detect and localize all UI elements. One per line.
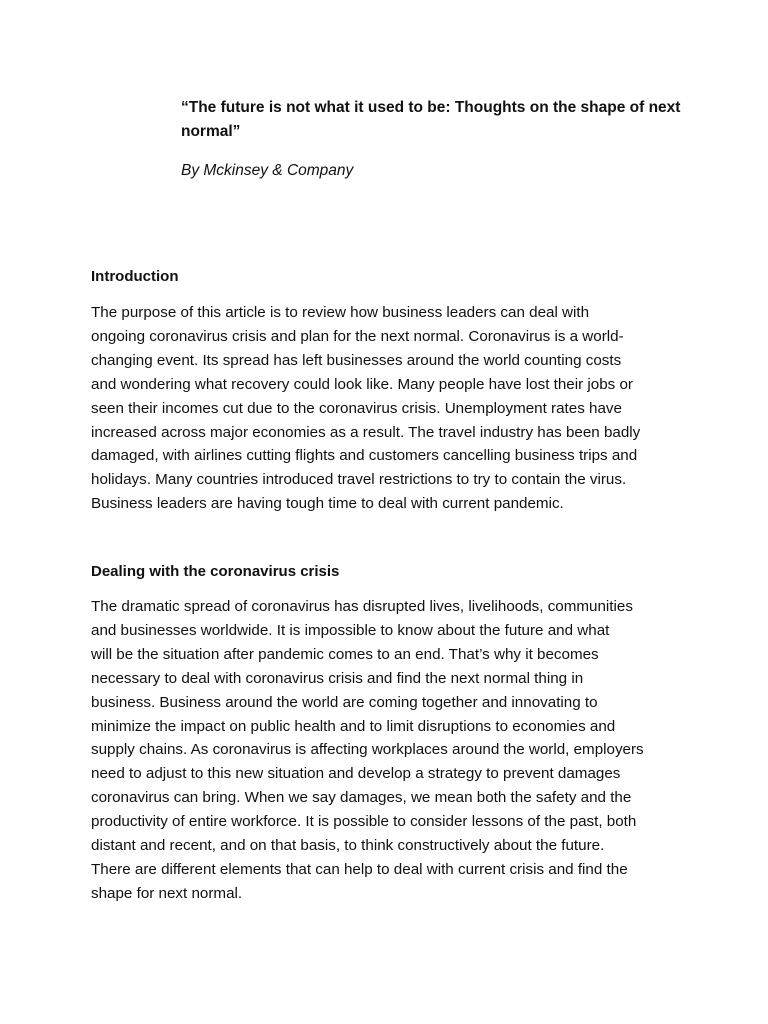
paragraph-line: minimize the impact on public health and to limit disruptions to economies and xyxy=(91,717,616,735)
crisis-paragraph xyxy=(91,595,691,906)
paragraph-line: ongoing coronavirus crisis and plan for the next normal. Coronavirus is a world- xyxy=(91,327,624,345)
paragraph-line: shape for next normal. xyxy=(91,884,243,902)
paragraph-line: The dramatic spread of coronavirus has disrupted lives, livelihoods, communities xyxy=(91,598,633,615)
paragraph-line: business. Business around the world are coming together and innovating to xyxy=(91,693,598,711)
section-heading-introduction: Introduction xyxy=(91,268,179,285)
paragraph-line: productivity of entire workforce. It is possible to consider lessons of the past, both xyxy=(91,813,637,831)
paragraph-line: distant and recent, and on that basis, to think constructively about the future. xyxy=(91,837,605,855)
paragraph-line: will be the situation after pandemic comes to an end. That’s why it becomes xyxy=(91,645,599,663)
document-title xyxy=(181,96,701,144)
paragraph-line: seen their incomes cut due to the coronavirus crisis. Unemployment rates have xyxy=(91,399,622,417)
paragraph-line: increased across major economies as a result. The travel industry has been badly xyxy=(91,423,641,441)
section-heading-dealing-with-crisis: Dealing with the coronavirus crisis xyxy=(91,563,340,580)
paragraph-line: coronavirus can bring. When we say damages, we mean both the safety and the xyxy=(91,789,632,807)
paragraph-line: holidays. Many countries introduced travel restrictions to try to contain the virus. xyxy=(91,471,627,489)
paragraph-line: need to adjust to this new situation and develop a strategy to prevent damages xyxy=(91,765,621,783)
paragraph-line: supply chains. As coronavirus is affecting workplaces around the world, employers xyxy=(91,741,644,759)
introduction-paragraph xyxy=(91,301,691,516)
paragraph-line: changing event. Its spread has left businesses around the world counting costs xyxy=(91,351,622,369)
title-line: “The future is not what it used to be: Thoughts on the shape of next xyxy=(181,99,681,116)
paragraph-line: necessary to deal with coronavirus crisis and find the next normal thing in xyxy=(91,669,584,687)
paragraph-line: The purpose of this article is to review how business leaders can deal with xyxy=(91,304,590,321)
paragraph-line: Business leaders are having tough time to deal with current pandemic. xyxy=(91,495,564,513)
paragraph-line: and businesses worldwide. It is impossible to know about the future and what xyxy=(91,621,610,639)
paragraph-line: There are different elements that can help to deal with current crisis and find the xyxy=(91,860,628,878)
document-byline: By Mckinsey & Company xyxy=(181,162,354,179)
paragraph-line: and wondering what recovery could look like. Many people have lost their jobs or xyxy=(91,375,633,393)
paragraph-line: damaged, with airlines cutting flights and customers cancelling business trips and xyxy=(91,447,638,465)
title-line: normal” xyxy=(181,123,241,140)
